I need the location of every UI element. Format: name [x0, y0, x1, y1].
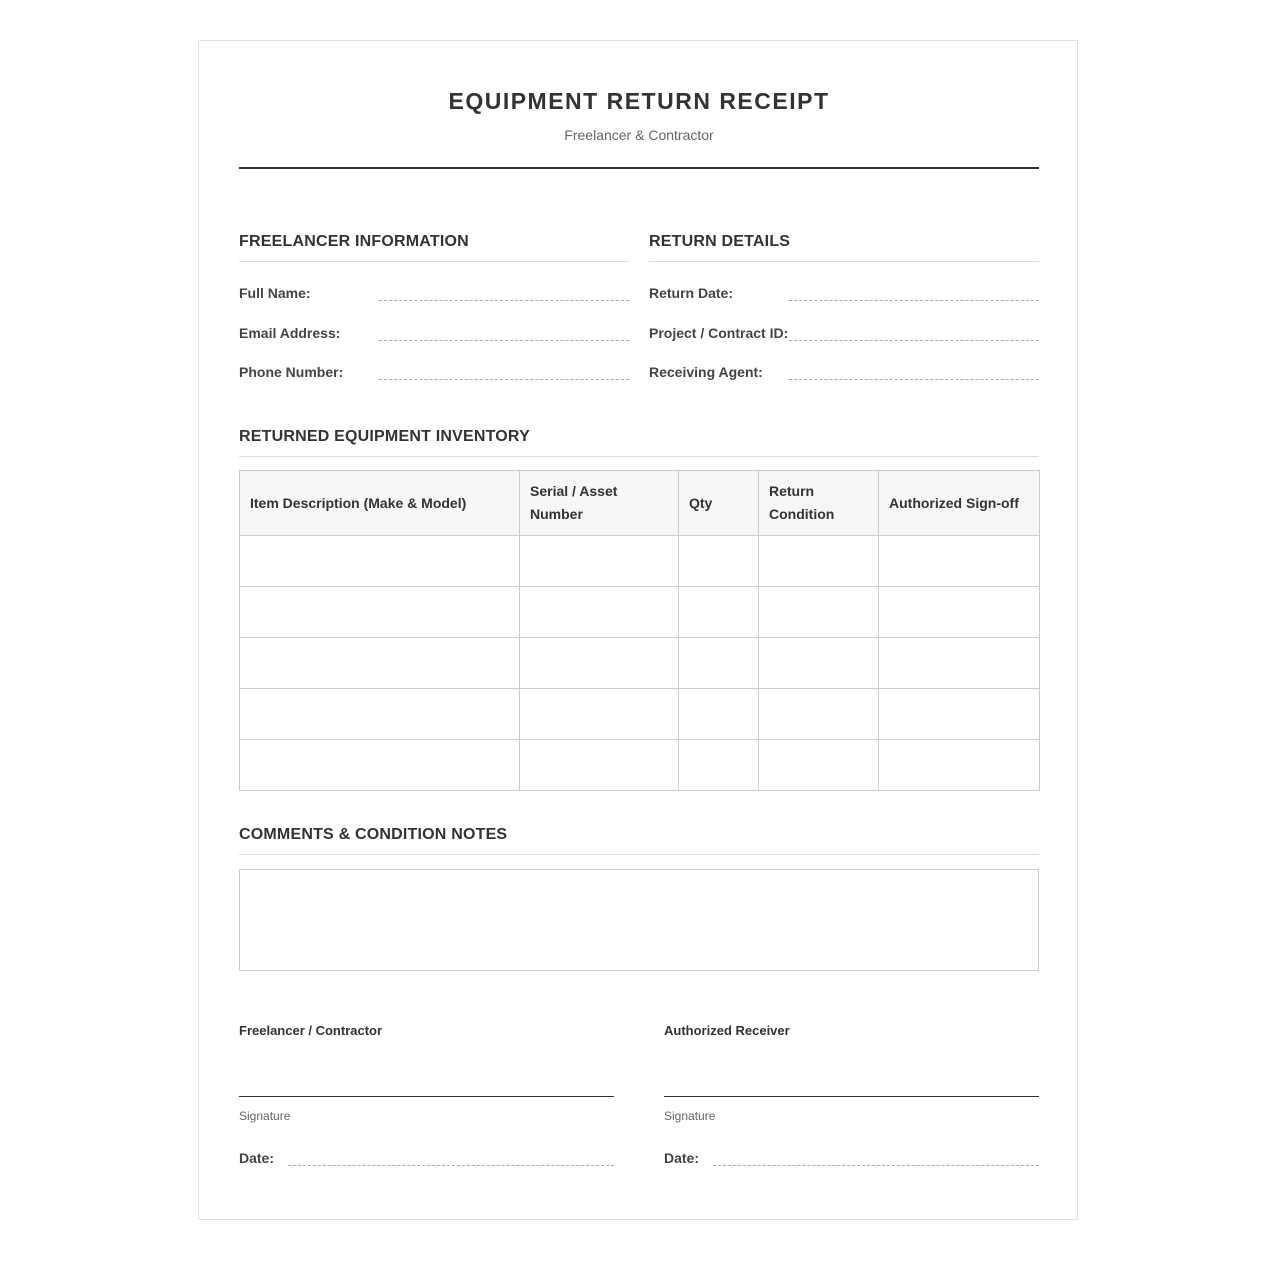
receiving-agent-label: Receiving Agent:	[649, 364, 763, 380]
header-divider	[239, 167, 1039, 169]
receiver-signature-line[interactable]	[664, 1096, 1039, 1097]
authorized-sign-off-cell[interactable]	[879, 536, 1040, 587]
project-contract-id-field[interactable]	[649, 321, 1039, 341]
receiver-date-label: Date:	[664, 1150, 700, 1166]
email-address-field[interactable]	[239, 321, 629, 341]
table-row	[240, 740, 1040, 791]
serial-asset-number-cell[interactable]	[520, 587, 679, 638]
qty-cell[interactable]	[679, 689, 759, 740]
receipt-page	[198, 40, 1078, 1220]
receiving-agent-field[interactable]	[649, 360, 1039, 380]
return-condition-cell[interactable]	[759, 587, 879, 638]
column-header-serial-asset-number: Serial / Asset Number	[520, 471, 679, 536]
qty-cell[interactable]	[679, 740, 759, 791]
return-date-input-line[interactable]	[789, 299, 1039, 301]
authorized-sign-off-cell[interactable]	[879, 587, 1040, 638]
phone-number-field[interactable]	[239, 360, 629, 380]
receiver-signature-title: Authorized Receiver	[664, 1023, 790, 1038]
full-name-label: Full Name:	[239, 285, 311, 301]
comments-heading: COMMENTS & CONDITION NOTES	[239, 826, 1039, 855]
freelancer-signature-block	[239, 1023, 614, 1166]
serial-asset-number-cell[interactable]	[520, 689, 679, 740]
return-condition-cell[interactable]	[759, 740, 879, 791]
receiver-signature-caption: Signature	[664, 1109, 716, 1123]
email-address-label: Email Address:	[239, 325, 341, 341]
serial-asset-number-cell[interactable]	[520, 638, 679, 689]
return-condition-cell[interactable]	[759, 689, 879, 740]
receiver-date-input-line[interactable]	[713, 1165, 1039, 1166]
project-contract-id-label: Project / Contract ID:	[649, 325, 789, 341]
serial-asset-number-cell[interactable]	[520, 740, 679, 791]
phone-number-input-line[interactable]	[379, 378, 629, 380]
inventory-header-row	[240, 471, 1040, 536]
column-header-return-condition: Return Condition	[759, 471, 879, 536]
table-row	[240, 536, 1040, 587]
return-condition-cell[interactable]	[759, 536, 879, 587]
table-row	[240, 689, 1040, 740]
return-date-field[interactable]	[649, 281, 1039, 301]
document-subtitle: Freelancer & Contractor	[564, 127, 714, 143]
column-header-authorized-sign-off: Authorized Sign-off	[879, 471, 1040, 536]
item-description-cell[interactable]	[240, 536, 520, 587]
authorized-sign-off-cell[interactable]	[879, 638, 1040, 689]
authorized-sign-off-cell[interactable]	[879, 689, 1040, 740]
document-header	[239, 87, 1039, 143]
phone-number-label: Phone Number:	[239, 364, 344, 380]
full-name-input-line[interactable]	[379, 299, 629, 301]
column-header-qty: Qty	[679, 471, 759, 536]
qty-cell[interactable]	[679, 587, 759, 638]
freelancer-signature-line[interactable]	[239, 1096, 614, 1097]
inventory-heading: RETURNED EQUIPMENT INVENTORY	[239, 428, 1039, 457]
qty-cell[interactable]	[679, 536, 759, 587]
return-condition-cell[interactable]	[759, 638, 879, 689]
serial-asset-number-cell[interactable]	[520, 536, 679, 587]
authorized-sign-off-cell[interactable]	[879, 740, 1040, 791]
item-description-cell[interactable]	[240, 689, 520, 740]
document-title: EQUIPMENT RETURN RECEIPT	[448, 88, 830, 114]
item-description-cell[interactable]	[240, 638, 520, 689]
freelancer-date-input-line[interactable]	[288, 1165, 614, 1166]
return-date-label: Return Date:	[649, 285, 734, 301]
inventory-table	[239, 470, 1040, 791]
return-details-heading: RETURN DETAILS	[649, 233, 1039, 262]
column-header-item-description: Item Description (Make & Model)	[240, 471, 520, 536]
email-address-input-line[interactable]	[379, 339, 629, 341]
freelancer-date-label: Date:	[239, 1150, 275, 1166]
freelancer-signature-title: Freelancer / Contractor	[239, 1023, 383, 1038]
table-row	[240, 638, 1040, 689]
full-name-field[interactable]	[239, 281, 629, 301]
table-row	[240, 587, 1040, 638]
project-contract-id-input-line[interactable]	[789, 339, 1039, 341]
comments-notes-box[interactable]	[239, 869, 1039, 971]
receiving-agent-input-line[interactable]	[789, 378, 1039, 380]
freelancer-signature-caption: Signature	[239, 1109, 291, 1123]
item-description-cell[interactable]	[240, 587, 520, 638]
freelancer-date-field[interactable]	[239, 1150, 614, 1166]
receiver-date-field[interactable]	[664, 1150, 1039, 1166]
freelancer-info-heading: FREELANCER INFORMATION	[239, 233, 629, 262]
receiver-signature-block	[664, 1023, 1039, 1166]
qty-cell[interactable]	[679, 638, 759, 689]
item-description-cell[interactable]	[240, 740, 520, 791]
